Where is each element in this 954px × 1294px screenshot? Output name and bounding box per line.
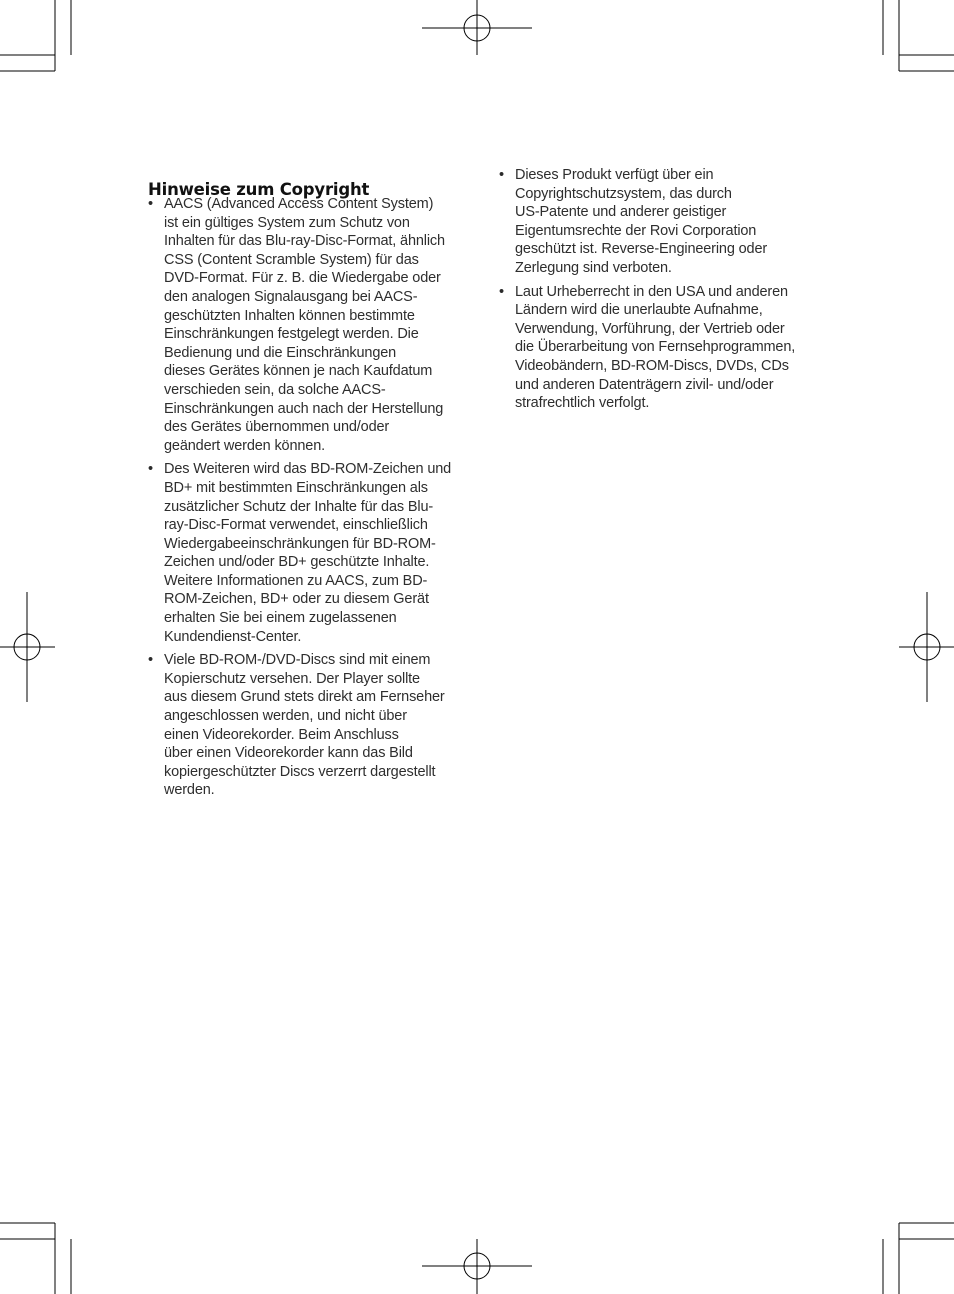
bullet-icon: • xyxy=(148,461,154,478)
text-line: Copyrightschutzsystem, das durch xyxy=(515,185,732,202)
text-line: geschützten Inhalten können bestimmte xyxy=(164,307,415,324)
text-line: Einschränkungen festgelegt werden. Die xyxy=(164,326,419,343)
list-item-text xyxy=(164,195,473,455)
text-line: Zerlegung sind verboten. xyxy=(515,259,672,276)
text-line: Laut Urheberrecht in den USA und anderen xyxy=(515,283,788,300)
text-line: den analogen Signalausgang bei AACS- xyxy=(164,288,418,305)
right-column-list xyxy=(499,166,824,418)
text-line: ray-Disc-Format verwendet, einschließlich xyxy=(164,517,428,534)
text-line: Wiedergabeeinschränkungen für BD-ROM- xyxy=(164,535,436,552)
registration-mark-bottom xyxy=(422,1239,532,1294)
section-heading: Hinweise zum Copyright xyxy=(148,179,370,199)
text-line: Eigentumsrechte der Rovi Corporation xyxy=(515,222,757,239)
list-item xyxy=(499,283,824,413)
text-line: verschieden sein, da solche AACS- xyxy=(164,381,386,398)
text-line: geschützt ist. Reverse-Engineering oder xyxy=(515,241,768,258)
text-line: Videobändern, BD-ROM-Discs, DVDs, CDs xyxy=(515,357,789,374)
text-line: werden. xyxy=(164,782,215,799)
text-line: über einen Videorekorder kann das Bild xyxy=(164,745,413,762)
text-line: Inhalten für das Blu-ray-Disc-Format, ähnlich xyxy=(164,233,445,250)
text-line: Dieses Produkt verfügt über ein xyxy=(515,167,714,183)
text-line: Verwendung, Vorführung, der Vertrieb oder xyxy=(515,320,785,337)
text-line: Kopierschutz versehen. Der Player sollte xyxy=(164,670,420,687)
text-line: Kundendienst-Center. xyxy=(164,628,302,645)
text-line: ist ein gültiges System zum Schutz von xyxy=(164,214,410,231)
text-line: einen Videorekorder. Beim Anschluss xyxy=(164,726,399,743)
text-line: Weitere Informationen zu AACS, zum BD- xyxy=(164,572,428,589)
text-line: und anderen Datenträgern zivil- und/oder xyxy=(515,376,774,393)
registration-mark-right xyxy=(899,592,954,702)
list-item-text xyxy=(164,651,473,800)
text-line: BD+ mit bestimmten Einschränkungen als xyxy=(164,479,428,496)
text-line: aus diesem Grund stets direkt am Fernseher xyxy=(164,689,445,706)
list-item xyxy=(148,195,473,455)
list-item-text xyxy=(515,166,824,278)
text-line: zusätzlicher Schutz der Inhalte für das Blu- xyxy=(164,498,434,515)
text-line: Einschränkungen auch nach der Herstellung xyxy=(164,400,444,417)
left-column-list xyxy=(148,195,473,805)
text-line: des Gerätes übernommen und/oder xyxy=(164,419,390,436)
text-line: DVD-Format. Für z. B. die Wiedergabe oder xyxy=(164,270,441,287)
text-line: ROM-Zeichen, BD+ oder zu diesem Gerät xyxy=(164,591,429,608)
bullet-icon: • xyxy=(148,652,154,669)
text-line: die Überarbeitung von Fernsehprogrammen, xyxy=(515,339,796,356)
list-item xyxy=(148,651,473,800)
text-line: kopiergeschützter Discs verzerrt dargestellt xyxy=(164,763,436,780)
text-line: strafrechtlich verfolgt. xyxy=(515,395,650,412)
text-line: US-Patente und anderer geistiger xyxy=(515,204,727,221)
list-item xyxy=(499,166,824,278)
text-line: Zeichen und/oder BD+ geschützte Inhalte. xyxy=(164,554,430,571)
registration-mark-top xyxy=(422,0,532,55)
text-line: CSS (Content Scramble System) für das xyxy=(164,251,419,268)
list-item-text xyxy=(515,283,824,413)
text-line: AACS (Advanced Access Content System) xyxy=(164,196,434,212)
text-line: angeschlossen werden, und nicht über xyxy=(164,708,407,725)
bullet-icon: • xyxy=(499,167,505,183)
text-line: erhalten Sie bei einem zugelassenen xyxy=(164,610,397,627)
list-item xyxy=(148,460,473,646)
bullet-icon: • xyxy=(499,283,505,300)
text-line: dieses Gerätes können je nach Kaufdatum xyxy=(164,363,433,380)
text-line: Viele BD-ROM-/DVD-Discs sind mit einem xyxy=(164,652,431,669)
list-item-text xyxy=(164,460,473,646)
text-line: geändert werden können. xyxy=(164,437,326,454)
registration-mark-left xyxy=(0,592,55,702)
text-line: Bedienung und die Einschränkungen xyxy=(164,344,397,361)
text-line: Des Weiteren wird das BD-ROM-Zeichen und xyxy=(164,461,452,478)
text-line: Ländern wird die unerlaubte Aufnahme, xyxy=(515,302,763,319)
bullet-icon: • xyxy=(148,196,154,212)
